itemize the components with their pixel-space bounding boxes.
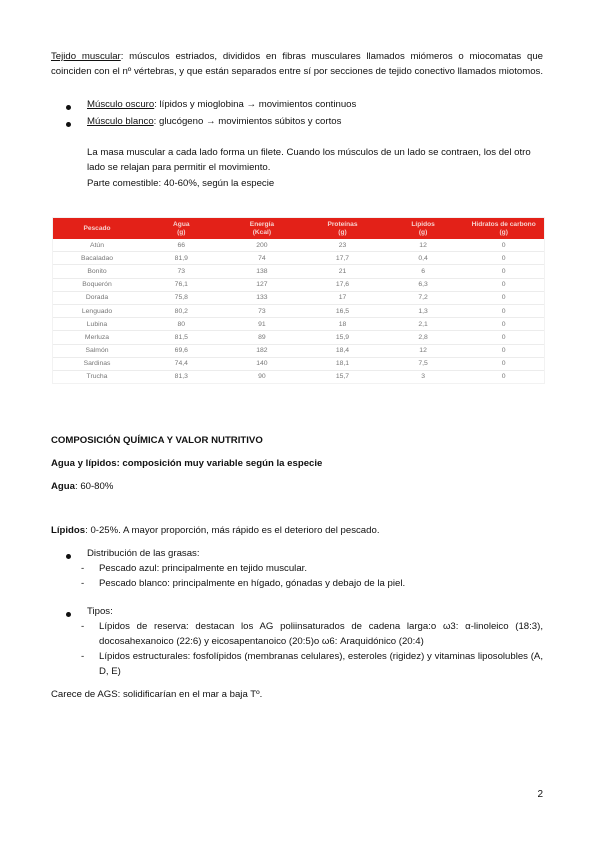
value-cell: 74 <box>222 252 303 265</box>
water-term: Agua <box>51 481 75 492</box>
header-hidratos: Hidratos de carbono (g) <box>463 218 544 239</box>
types-item: Lípidos estructurales: fosfolípidos (membranas celulares), esteroles (rigidez) y vitaminas liposolubles (A, D, E) <box>99 651 543 677</box>
value-cell: 89 <box>222 331 303 344</box>
fat-distribution-item: Pescado azul: principalmente en tejido muscular. <box>99 563 307 574</box>
value-cell: 75,8 <box>141 291 222 304</box>
value-cell: 0 <box>463 331 544 344</box>
value-cell: 74,4 <box>141 357 222 370</box>
page-number: 2 <box>537 789 543 800</box>
fish-name-cell: Sardinas <box>53 357 141 370</box>
value-cell: 76,1 <box>141 278 222 291</box>
table-row <box>53 265 544 278</box>
value-cell: 0 <box>463 239 544 252</box>
fish-name-cell: Bonito <box>53 265 141 278</box>
value-cell: 12 <box>383 239 464 252</box>
value-cell: 73 <box>141 265 222 278</box>
value-cell: 2,8 <box>383 331 464 344</box>
water-text: : 60-80% <box>74 481 114 492</box>
dash-icon: - <box>81 578 85 589</box>
fish-name-cell: Dorada <box>53 291 141 304</box>
value-cell: 133 <box>222 291 303 304</box>
water-lipids-title: Agua y lípidos: composición muy variable según la especie <box>51 458 323 469</box>
value-cell: 0 <box>463 304 544 317</box>
value-cell: 0 <box>463 318 544 331</box>
table-row <box>53 291 544 304</box>
intro-term: Tejido muscular <box>51 51 121 62</box>
intro-text: : músculos estriados, divididos en fibras musculares llamados miómeros o miocomatas que coinciden con el nº vértebras, y que están separados entre sí por secciones de tejido conectivo llamados miotomos. <box>51 51 543 77</box>
table-row <box>53 318 544 331</box>
value-cell: 81,3 <box>174 373 188 381</box>
value-cell: 0 <box>463 252 544 265</box>
value-cell: 3 <box>421 373 425 381</box>
value-cell: 0 <box>463 357 544 370</box>
lipids-line <box>51 524 379 539</box>
bullet-icon <box>66 105 71 110</box>
muscle-type-term: Músculo oscuro <box>87 99 155 110</box>
fish-composition-table <box>53 218 544 383</box>
value-cell: 2,1 <box>383 318 464 331</box>
value-cell: 21 <box>302 265 383 278</box>
header-pescado: Pescado <box>53 218 141 239</box>
table-row <box>53 370 544 383</box>
types-item: Lípidos de reserva: destacan los AG poliinsaturados de cadena larga:o ω3: α-linoleico (18:3), docosahexanoico (22:6) y eicosapentanoico (20:5)o ω6: Araquidónico (20:4) <box>99 621 543 647</box>
value-cell: 16,5 <box>302 304 383 317</box>
table-row <box>53 344 544 357</box>
fish-name-cell: Merluza <box>53 331 141 344</box>
value-cell: 6 <box>383 265 464 278</box>
header-proteinas: Proteínas (g) <box>302 218 383 239</box>
intro-paragraph <box>51 50 543 79</box>
value-cell: 18 <box>302 318 383 331</box>
table-row <box>53 331 544 344</box>
value-cell: 7,2 <box>383 291 464 304</box>
value-cell: 18,1 <box>302 357 383 370</box>
value-cell: 90 <box>258 373 266 381</box>
fish-name-cell: Bacaladao <box>53 252 141 265</box>
table-row <box>53 304 544 317</box>
value-cell: 0 <box>463 278 544 291</box>
table-row <box>53 357 544 370</box>
water-line <box>51 480 113 495</box>
value-cell: 0 <box>463 265 544 278</box>
table-row <box>53 239 544 252</box>
fish-name-cell: Boquerón <box>53 278 141 291</box>
value-cell: 0 <box>463 344 544 357</box>
value-cell: 17 <box>302 291 383 304</box>
value-cell: 138 <box>222 265 303 278</box>
value-cell: 18,4 <box>302 344 383 357</box>
fish-name-cell: Salmón <box>53 344 141 357</box>
bullet-icon <box>66 122 71 127</box>
value-cell: 0,4 <box>383 252 464 265</box>
fish-name-cell: Lenguado <box>53 304 141 317</box>
muscle-type-item <box>87 98 356 113</box>
value-cell: 80 <box>141 318 222 331</box>
header-agua: Agua (g) <box>141 218 222 239</box>
fat-distribution-item: Pescado blanco: principalmente en hígado, gónadas y debajo de la piel. <box>99 578 406 589</box>
value-cell: 81,9 <box>141 252 222 265</box>
value-cell: 200 <box>222 239 303 252</box>
lipids-term: Lípidos <box>51 525 86 536</box>
value-cell: 15,9 <box>302 331 383 344</box>
value-cell: 127 <box>222 278 303 291</box>
muscle-type-item <box>87 115 341 130</box>
table-row <box>53 278 544 291</box>
value-cell: 12 <box>383 344 464 357</box>
value-cell: 7,5 <box>383 357 464 370</box>
value-cell: 69,6 <box>141 344 222 357</box>
table-body <box>53 239 544 383</box>
lipids-text: : 0-25%. A mayor proporción, más rápido es el deterioro del pescado. <box>85 525 380 536</box>
value-cell: 15,7 <box>335 373 350 381</box>
value-cell: 81,5 <box>141 331 222 344</box>
fish-name-cell: Trucha <box>86 373 108 381</box>
value-cell: 91 <box>222 318 303 331</box>
section-title: COMPOSICIÓN QUÍMICA Y VALOR NUTRITIVO <box>51 435 263 446</box>
ags-text: Carece de AGS: solidificarían en el mar a baja Tº. <box>51 689 263 700</box>
value-cell: 182 <box>222 344 303 357</box>
table-row <box>53 252 544 265</box>
table-header-row <box>53 218 544 239</box>
dash-icon: - <box>81 651 85 662</box>
value-cell: 73 <box>222 304 303 317</box>
bullet-icon <box>66 612 71 617</box>
header-lipidos: Lípidos (g) <box>383 218 464 239</box>
fat-distribution-title: Distribución de las grasas: <box>87 548 200 559</box>
value-cell: 23 <box>302 239 383 252</box>
value-cell: 140 <box>222 357 303 370</box>
bullet-icon <box>66 554 71 559</box>
value-cell: 0 <box>501 373 506 381</box>
value-cell: 80,2 <box>141 304 222 317</box>
value-cell: 17,6 <box>302 278 383 291</box>
value-cell: 66 <box>141 239 222 252</box>
fish-name-cell: Atún <box>53 239 141 252</box>
fillet-paragraph: La masa muscular a cada lado forma un filete. Cuando los músculos de un lado se contraen, los del otro lado se relajan para permitir el movimiento. <box>87 147 531 173</box>
muscle-type-text: : glucógeno → movimientos súbitos y cortos <box>153 116 342 127</box>
dash-icon: - <box>81 621 85 632</box>
muscle-type-text: : lípidos y mioglobina → movimientos continuos <box>154 99 357 110</box>
value-cell: 1,3 <box>383 304 464 317</box>
value-cell: 17,7 <box>302 252 383 265</box>
edible-part-text: Parte comestible: 40-60%, según la especie <box>87 178 275 189</box>
muscle-type-term: Músculo blanco <box>87 116 154 127</box>
value-cell: 0 <box>463 291 544 304</box>
types-title: Tipos: <box>87 606 113 617</box>
fish-name-cell: Lubina <box>53 318 141 331</box>
header-energia: Energía (Kcal) <box>222 218 303 239</box>
value-cell: 6,3 <box>383 278 464 291</box>
dash-icon: - <box>81 563 85 574</box>
